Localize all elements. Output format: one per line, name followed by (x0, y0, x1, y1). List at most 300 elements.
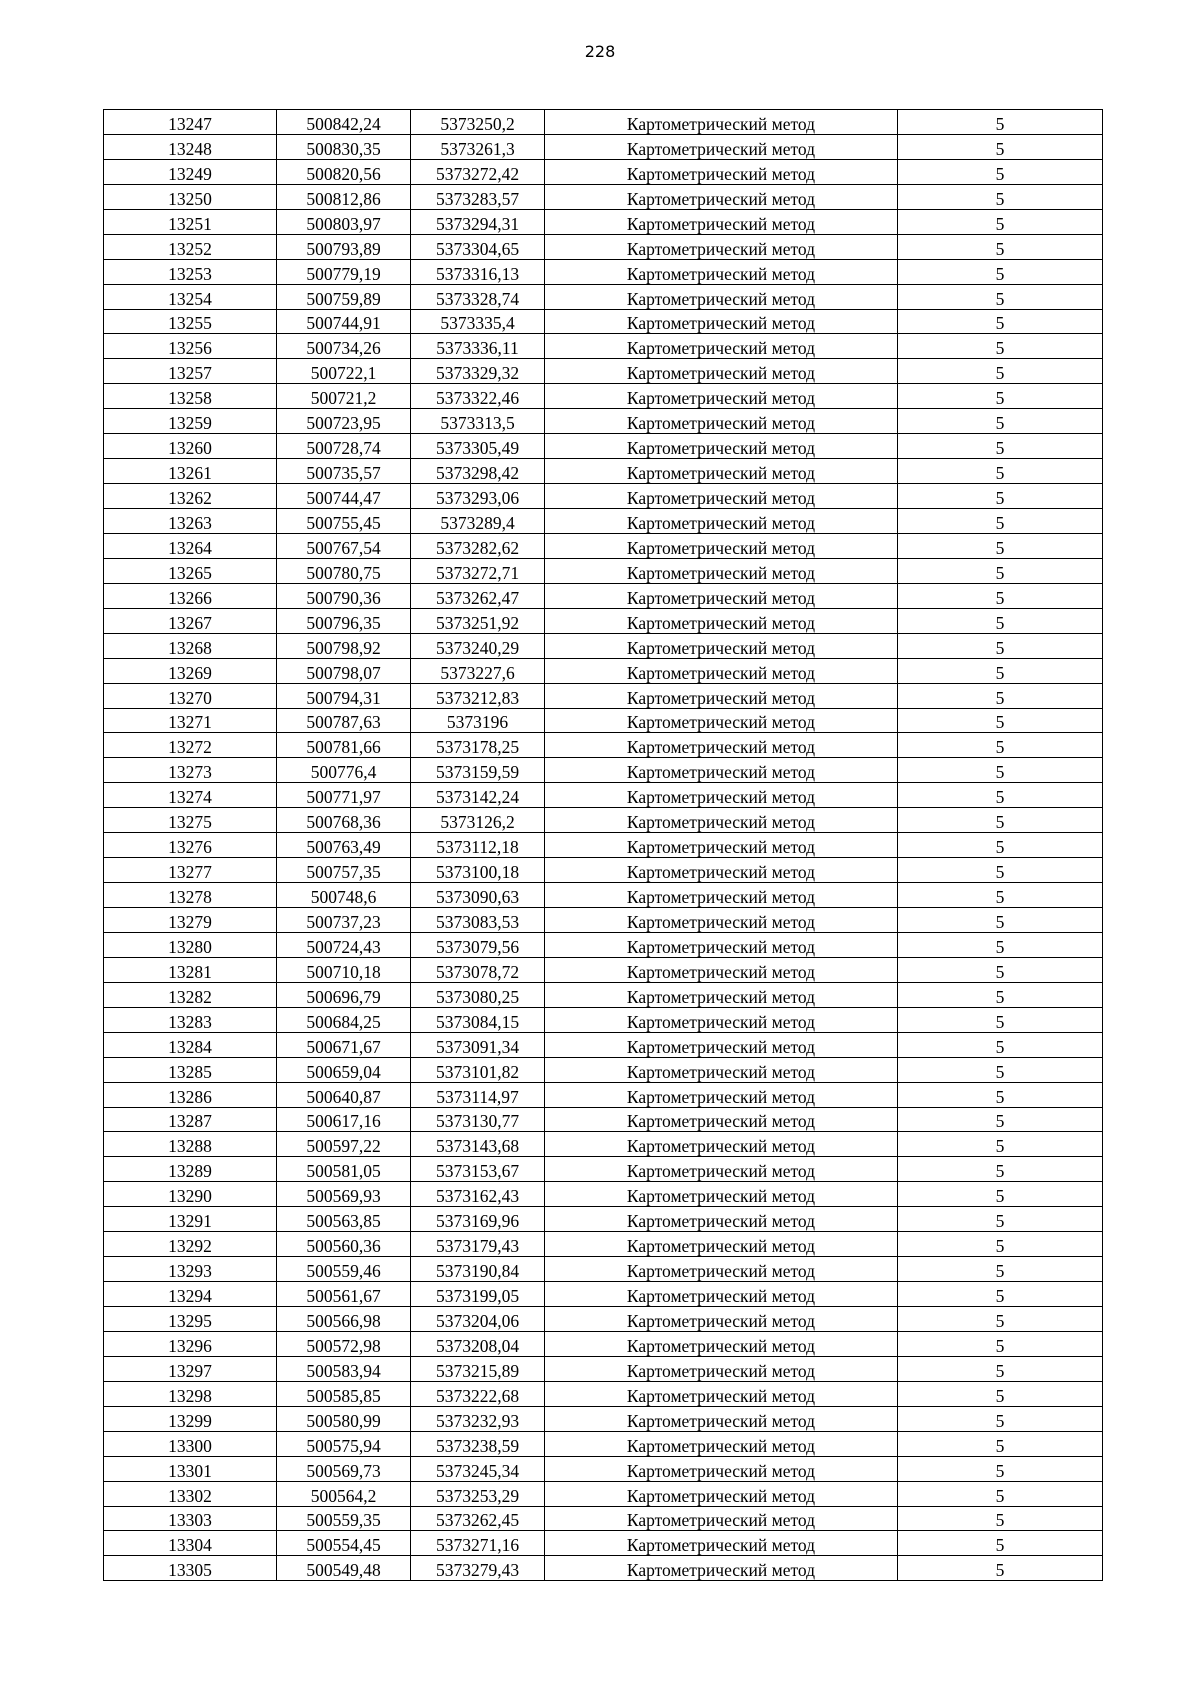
table-row (104, 1032, 1103, 1057)
x-coordinate-cell: 500581,05 (277, 1157, 411, 1182)
method-cell: Картометрический метод (545, 758, 898, 783)
x-coordinate-cell: 500566,98 (277, 1307, 411, 1332)
accuracy-cell: 5 (898, 1307, 1103, 1332)
page-number: 228 (584, 42, 616, 61)
method-cell: Картометрический метод (545, 1107, 898, 1132)
y-coordinate-cell: 5373208,04 (411, 1331, 545, 1356)
point-number-cell: 13272 (104, 733, 277, 758)
method-cell: Картометрический метод (545, 234, 898, 259)
x-coordinate-cell: 500735,57 (277, 459, 411, 484)
point-number-cell: 13253 (104, 259, 277, 284)
accuracy-cell: 5 (898, 1182, 1103, 1207)
table-row (104, 932, 1103, 957)
accuracy-cell: 5 (898, 533, 1103, 558)
method-cell: Картометрический метод (545, 908, 898, 933)
y-coordinate-cell: 5373078,72 (411, 957, 545, 982)
point-number-cell: 13276 (104, 833, 277, 858)
accuracy-cell: 5 (898, 783, 1103, 808)
table-row (104, 384, 1103, 409)
point-number-cell: 13273 (104, 758, 277, 783)
y-coordinate-cell: 5373091,34 (411, 1032, 545, 1057)
y-coordinate-cell: 5373222,68 (411, 1381, 545, 1406)
table-row (104, 583, 1103, 608)
method-cell: Картометрический метод (545, 883, 898, 908)
accuracy-cell: 5 (898, 982, 1103, 1007)
table-row (104, 1381, 1103, 1406)
accuracy-cell: 5 (898, 708, 1103, 733)
x-coordinate-cell: 500803,97 (277, 209, 411, 234)
table-row (104, 1182, 1103, 1207)
point-number-cell: 13257 (104, 359, 277, 384)
point-number-cell: 13267 (104, 608, 277, 633)
table-row (104, 1157, 1103, 1182)
x-coordinate-cell: 500820,56 (277, 159, 411, 184)
x-coordinate-cell: 500842,24 (277, 110, 411, 135)
accuracy-cell: 5 (898, 608, 1103, 633)
method-cell: Картометрический метод (545, 708, 898, 733)
y-coordinate-cell: 5373336,11 (411, 334, 545, 359)
table-row (104, 683, 1103, 708)
method-cell: Картометрический метод (545, 110, 898, 135)
point-number-cell: 13293 (104, 1257, 277, 1282)
point-number-cell: 13254 (104, 284, 277, 309)
method-cell: Картометрический метод (545, 1456, 898, 1481)
y-coordinate-cell: 5373238,59 (411, 1431, 545, 1456)
y-coordinate-cell: 5373178,25 (411, 733, 545, 758)
point-number-cell: 13291 (104, 1207, 277, 1232)
point-number-cell: 13260 (104, 434, 277, 459)
table-row (104, 533, 1103, 558)
point-number-cell: 13259 (104, 409, 277, 434)
method-cell: Картометрический метод (545, 434, 898, 459)
point-number-cell: 13261 (104, 459, 277, 484)
y-coordinate-cell: 5373100,18 (411, 858, 545, 883)
accuracy-cell: 5 (898, 833, 1103, 858)
y-coordinate-cell: 5373271,16 (411, 1531, 545, 1556)
accuracy-cell: 5 (898, 1431, 1103, 1456)
point-number-cell: 13252 (104, 234, 277, 259)
method-cell: Картометрический метод (545, 1331, 898, 1356)
table-row (104, 858, 1103, 883)
y-coordinate-cell: 5373101,82 (411, 1057, 545, 1082)
point-number-cell: 13258 (104, 384, 277, 409)
table-row (104, 908, 1103, 933)
point-number-cell: 13301 (104, 1456, 277, 1481)
point-number-cell: 13262 (104, 484, 277, 509)
accuracy-cell: 5 (898, 509, 1103, 534)
table-row (104, 1232, 1103, 1257)
x-coordinate-cell: 500561,67 (277, 1282, 411, 1307)
table-row (104, 1007, 1103, 1032)
method-cell: Картометрический метод (545, 334, 898, 359)
table-row (104, 758, 1103, 783)
y-coordinate-cell: 5373142,24 (411, 783, 545, 808)
table-row (104, 509, 1103, 534)
table-row (104, 434, 1103, 459)
x-coordinate-cell: 500794,31 (277, 683, 411, 708)
method-cell: Картометрический метод (545, 184, 898, 209)
y-coordinate-cell: 5373335,4 (411, 309, 545, 334)
accuracy-cell: 5 (898, 1282, 1103, 1307)
table-row (104, 633, 1103, 658)
point-number-cell: 13298 (104, 1381, 277, 1406)
point-number-cell: 13295 (104, 1307, 277, 1332)
x-coordinate-cell: 500780,75 (277, 558, 411, 583)
point-number-cell: 13269 (104, 658, 277, 683)
point-number-cell: 13299 (104, 1406, 277, 1431)
x-coordinate-cell: 500723,95 (277, 409, 411, 434)
accuracy-cell: 5 (898, 309, 1103, 334)
x-coordinate-cell: 500771,97 (277, 783, 411, 808)
point-number-cell: 13303 (104, 1506, 277, 1531)
point-number-cell: 13280 (104, 932, 277, 957)
method-cell: Картометрический метод (545, 1531, 898, 1556)
point-number-cell: 13283 (104, 1007, 277, 1032)
accuracy-cell: 5 (898, 583, 1103, 608)
method-cell: Картометрический метод (545, 1381, 898, 1406)
y-coordinate-cell: 5373126,2 (411, 808, 545, 833)
table-row (104, 484, 1103, 509)
x-coordinate-cell: 500560,36 (277, 1232, 411, 1257)
x-coordinate-cell: 500640,87 (277, 1082, 411, 1107)
x-coordinate-cell: 500776,4 (277, 758, 411, 783)
x-coordinate-cell: 500798,07 (277, 658, 411, 683)
accuracy-cell: 5 (898, 1232, 1103, 1257)
point-number-cell: 13247 (104, 110, 277, 135)
y-coordinate-cell: 5373162,43 (411, 1182, 545, 1207)
x-coordinate-cell: 500572,98 (277, 1331, 411, 1356)
y-coordinate-cell: 5373130,77 (411, 1107, 545, 1132)
point-number-cell: 13292 (104, 1232, 277, 1257)
table-row (104, 209, 1103, 234)
table-row (104, 1207, 1103, 1232)
method-cell: Картометрический метод (545, 1132, 898, 1157)
y-coordinate-cell: 5373212,83 (411, 683, 545, 708)
y-coordinate-cell: 5373279,43 (411, 1556, 545, 1581)
point-number-cell: 13302 (104, 1481, 277, 1506)
x-coordinate-cell: 500722,1 (277, 359, 411, 384)
accuracy-cell: 5 (898, 883, 1103, 908)
x-coordinate-cell: 500755,45 (277, 509, 411, 534)
method-cell: Картометрический метод (545, 134, 898, 159)
x-coordinate-cell: 500737,23 (277, 908, 411, 933)
accuracy-cell: 5 (898, 1257, 1103, 1282)
accuracy-cell: 5 (898, 259, 1103, 284)
y-coordinate-cell: 5373313,5 (411, 409, 545, 434)
point-number-cell: 13304 (104, 1531, 277, 1556)
y-coordinate-cell: 5373261,3 (411, 134, 545, 159)
y-coordinate-cell: 5373143,68 (411, 1132, 545, 1157)
y-coordinate-cell: 5373253,29 (411, 1481, 545, 1506)
y-coordinate-cell: 5373079,56 (411, 932, 545, 957)
point-number-cell: 13297 (104, 1356, 277, 1381)
point-number-cell: 13305 (104, 1556, 277, 1581)
table-row (104, 833, 1103, 858)
table-row (104, 1456, 1103, 1481)
method-cell: Картометрический метод (545, 1232, 898, 1257)
y-coordinate-cell: 5373329,32 (411, 359, 545, 384)
method-cell: Картометрический метод (545, 484, 898, 509)
y-coordinate-cell: 5373153,67 (411, 1157, 545, 1182)
accuracy-cell: 5 (898, 384, 1103, 409)
point-number-cell: 13250 (104, 184, 277, 209)
method-cell: Картометрический метод (545, 284, 898, 309)
x-coordinate-cell: 500575,94 (277, 1431, 411, 1456)
point-number-cell: 13274 (104, 783, 277, 808)
coordinates-table (103, 109, 1103, 1581)
accuracy-cell: 5 (898, 658, 1103, 683)
accuracy-cell: 5 (898, 558, 1103, 583)
table-row (104, 1282, 1103, 1307)
table-row (104, 1556, 1103, 1581)
y-coordinate-cell: 5373293,06 (411, 484, 545, 509)
point-number-cell: 13286 (104, 1082, 277, 1107)
accuracy-cell: 5 (898, 110, 1103, 135)
accuracy-cell: 5 (898, 683, 1103, 708)
method-cell: Картометрический метод (545, 384, 898, 409)
table-row (104, 558, 1103, 583)
method-cell: Картометрический метод (545, 1157, 898, 1182)
x-coordinate-cell: 500569,73 (277, 1456, 411, 1481)
table-row (104, 409, 1103, 434)
point-number-cell: 13294 (104, 1282, 277, 1307)
method-cell: Картометрический метод (545, 633, 898, 658)
method-cell: Картометрический метод (545, 209, 898, 234)
x-coordinate-cell: 500585,85 (277, 1381, 411, 1406)
x-coordinate-cell: 500748,6 (277, 883, 411, 908)
y-coordinate-cell: 5373305,49 (411, 434, 545, 459)
y-coordinate-cell: 5373245,34 (411, 1456, 545, 1481)
accuracy-cell: 5 (898, 334, 1103, 359)
accuracy-cell: 5 (898, 1057, 1103, 1082)
table-row (104, 1406, 1103, 1431)
table-row (104, 883, 1103, 908)
x-coordinate-cell: 500787,63 (277, 708, 411, 733)
point-number-cell: 13279 (104, 908, 277, 933)
point-number-cell: 13288 (104, 1132, 277, 1157)
y-coordinate-cell: 5373283,57 (411, 184, 545, 209)
y-coordinate-cell: 5373298,42 (411, 459, 545, 484)
point-number-cell: 13251 (104, 209, 277, 234)
table-row (104, 134, 1103, 159)
table-row (104, 1082, 1103, 1107)
x-coordinate-cell: 500779,19 (277, 259, 411, 284)
accuracy-cell: 5 (898, 1032, 1103, 1057)
y-coordinate-cell: 5373112,18 (411, 833, 545, 858)
table-row (104, 359, 1103, 384)
method-cell: Картометрический метод (545, 558, 898, 583)
y-coordinate-cell: 5373232,93 (411, 1406, 545, 1431)
y-coordinate-cell: 5373272,42 (411, 159, 545, 184)
point-number-cell: 13271 (104, 708, 277, 733)
accuracy-cell: 5 (898, 1207, 1103, 1232)
coordinates-table-body (104, 110, 1103, 1581)
y-coordinate-cell: 5373215,89 (411, 1356, 545, 1381)
y-coordinate-cell: 5373084,15 (411, 1007, 545, 1032)
method-cell: Картометрический метод (545, 309, 898, 334)
y-coordinate-cell: 5373114,97 (411, 1082, 545, 1107)
y-coordinate-cell: 5373169,96 (411, 1207, 545, 1232)
table-row (104, 1531, 1103, 1556)
x-coordinate-cell: 500696,79 (277, 982, 411, 1007)
x-coordinate-cell: 500559,35 (277, 1506, 411, 1531)
point-number-cell: 13256 (104, 334, 277, 359)
x-coordinate-cell: 500580,99 (277, 1406, 411, 1431)
method-cell: Картометрический метод (545, 1406, 898, 1431)
x-coordinate-cell: 500744,47 (277, 484, 411, 509)
method-cell: Картометрический метод (545, 459, 898, 484)
accuracy-cell: 5 (898, 209, 1103, 234)
method-cell: Картометрический метод (545, 683, 898, 708)
x-coordinate-cell: 500781,66 (277, 733, 411, 758)
accuracy-cell: 5 (898, 908, 1103, 933)
table-row (104, 1506, 1103, 1531)
y-coordinate-cell: 5373262,47 (411, 583, 545, 608)
y-coordinate-cell: 5373251,92 (411, 608, 545, 633)
accuracy-cell: 5 (898, 1082, 1103, 1107)
x-coordinate-cell: 500583,94 (277, 1356, 411, 1381)
x-coordinate-cell: 500759,89 (277, 284, 411, 309)
method-cell: Картометрический метод (545, 808, 898, 833)
accuracy-cell: 5 (898, 932, 1103, 957)
x-coordinate-cell: 500617,16 (277, 1107, 411, 1132)
table-row (104, 1331, 1103, 1356)
method-cell: Картометрический метод (545, 1307, 898, 1332)
table-row (104, 110, 1103, 135)
point-number-cell: 13277 (104, 858, 277, 883)
method-cell: Картометрический метод (545, 1057, 898, 1082)
accuracy-cell: 5 (898, 359, 1103, 384)
y-coordinate-cell: 5373240,29 (411, 633, 545, 658)
point-number-cell: 13278 (104, 883, 277, 908)
y-coordinate-cell: 5373262,45 (411, 1506, 545, 1531)
point-number-cell: 13281 (104, 957, 277, 982)
x-coordinate-cell: 500830,35 (277, 134, 411, 159)
table-row (104, 1431, 1103, 1456)
method-cell: Картометрический метод (545, 533, 898, 558)
accuracy-cell: 5 (898, 1506, 1103, 1531)
table-row (104, 1257, 1103, 1282)
point-number-cell: 13255 (104, 309, 277, 334)
x-coordinate-cell: 500798,92 (277, 633, 411, 658)
x-coordinate-cell: 500767,54 (277, 533, 411, 558)
table-row (104, 708, 1103, 733)
table-row (104, 159, 1103, 184)
accuracy-cell: 5 (898, 858, 1103, 883)
x-coordinate-cell: 500793,89 (277, 234, 411, 259)
y-coordinate-cell: 5373179,43 (411, 1232, 545, 1257)
accuracy-cell: 5 (898, 159, 1103, 184)
accuracy-cell: 5 (898, 758, 1103, 783)
x-coordinate-cell: 500569,93 (277, 1182, 411, 1207)
point-number-cell: 13263 (104, 509, 277, 534)
table-row (104, 783, 1103, 808)
method-cell: Картометрический метод (545, 1356, 898, 1381)
y-coordinate-cell: 5373190,84 (411, 1257, 545, 1282)
table-row (104, 982, 1103, 1007)
table-row (104, 957, 1103, 982)
y-coordinate-cell: 5373083,53 (411, 908, 545, 933)
y-coordinate-cell: 5373272,71 (411, 558, 545, 583)
accuracy-cell: 5 (898, 1132, 1103, 1157)
y-coordinate-cell: 5373322,46 (411, 384, 545, 409)
x-coordinate-cell: 500763,49 (277, 833, 411, 858)
y-coordinate-cell: 5373328,74 (411, 284, 545, 309)
point-number-cell: 13268 (104, 633, 277, 658)
x-coordinate-cell: 500744,91 (277, 309, 411, 334)
accuracy-cell: 5 (898, 134, 1103, 159)
method-cell: Картометрический метод (545, 1082, 898, 1107)
x-coordinate-cell: 500554,45 (277, 1531, 411, 1556)
table-row (104, 1356, 1103, 1381)
table-row (104, 259, 1103, 284)
table-row (104, 1132, 1103, 1157)
method-cell: Картометрический метод (545, 982, 898, 1007)
y-coordinate-cell: 5373250,2 (411, 110, 545, 135)
table-row (104, 459, 1103, 484)
accuracy-cell: 5 (898, 1157, 1103, 1182)
x-coordinate-cell: 500564,2 (277, 1481, 411, 1506)
y-coordinate-cell: 5373204,06 (411, 1307, 545, 1332)
x-coordinate-cell: 500812,86 (277, 184, 411, 209)
point-number-cell: 13275 (104, 808, 277, 833)
accuracy-cell: 5 (898, 633, 1103, 658)
method-cell: Картометрический метод (545, 833, 898, 858)
table-row (104, 608, 1103, 633)
accuracy-cell: 5 (898, 459, 1103, 484)
accuracy-cell: 5 (898, 733, 1103, 758)
accuracy-cell: 5 (898, 1406, 1103, 1431)
point-number-cell: 13282 (104, 982, 277, 1007)
y-coordinate-cell: 5373196 (411, 708, 545, 733)
accuracy-cell: 5 (898, 1456, 1103, 1481)
method-cell: Картометрический метод (545, 1282, 898, 1307)
point-number-cell: 13296 (104, 1331, 277, 1356)
point-number-cell: 13248 (104, 134, 277, 159)
method-cell: Картометрический метод (545, 1007, 898, 1032)
accuracy-cell: 5 (898, 1556, 1103, 1581)
accuracy-cell: 5 (898, 284, 1103, 309)
y-coordinate-cell: 5373199,05 (411, 1282, 545, 1307)
method-cell: Картометрический метод (545, 1207, 898, 1232)
x-coordinate-cell: 500563,85 (277, 1207, 411, 1232)
method-cell: Картометрический метод (545, 1431, 898, 1456)
x-coordinate-cell: 500721,2 (277, 384, 411, 409)
accuracy-cell: 5 (898, 1481, 1103, 1506)
x-coordinate-cell: 500671,67 (277, 1032, 411, 1057)
accuracy-cell: 5 (898, 184, 1103, 209)
y-coordinate-cell: 5373080,25 (411, 982, 545, 1007)
accuracy-cell: 5 (898, 484, 1103, 509)
point-number-cell: 13290 (104, 1182, 277, 1207)
point-number-cell: 13287 (104, 1107, 277, 1132)
accuracy-cell: 5 (898, 234, 1103, 259)
point-number-cell: 13264 (104, 533, 277, 558)
accuracy-cell: 5 (898, 1107, 1103, 1132)
table-row (104, 1481, 1103, 1506)
point-number-cell: 13300 (104, 1431, 277, 1456)
table-row (104, 309, 1103, 334)
table-row (104, 1057, 1103, 1082)
x-coordinate-cell: 500790,36 (277, 583, 411, 608)
table-row (104, 733, 1103, 758)
method-cell: Картометрический метод (545, 1257, 898, 1282)
x-coordinate-cell: 500734,26 (277, 334, 411, 359)
point-number-cell: 13289 (104, 1157, 277, 1182)
x-coordinate-cell: 500728,74 (277, 434, 411, 459)
method-cell: Картометрический метод (545, 733, 898, 758)
method-cell: Картометрический метод (545, 1032, 898, 1057)
